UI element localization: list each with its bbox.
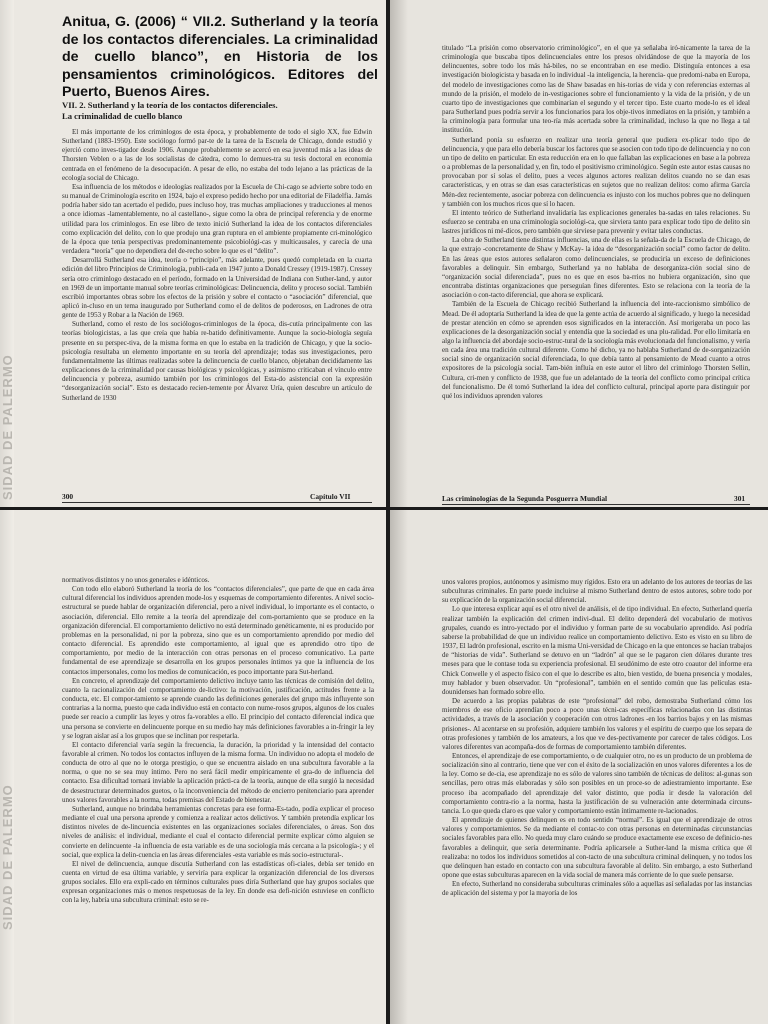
footer-rule — [442, 504, 750, 505]
paragraph: El intento teórico de Sutherland invalidaría las explicaciones generales ba-sadas en tales relaciones. Su esfuerzo se centraba en una criminología sociológi-ca, que sirviera tanto para explicar todo tipo de delito sin lastres jurídicos ni mé-dicos, pero también que sirviese para prevenir y evitar tales conductas. — [442, 208, 750, 236]
paragraph: Esa influencia de los métodos e ideologías realizados por la Escuela de Chi-cago se advierte sobre todo en su manual de Criminología escrito en 1924, bajo el expreso pedido hecho por una editorial de Filadelfia. Jamás podría haber sido tan acertado el pedido, pues incluso hoy, tras muchas ampliaciones y traducciones al menos a once idiomas -lamentablemente, no al castellano-, sigue como la obra de principal referencia y de enorme utilidad para los criminlogos. En ese libro de texto inició Sutherland la idea de los contactos diferenciales como explicación del delito, con lo que produjo una gran ruptura en el ambiente propiamente cri-minológico de la época que tenía perspectivas predominantemente psicobiológi-cas y multicausales, y carecía de una verdadera “teoría” que no dependiera del de-recho sobre lo que es el “delito”. — [62, 182, 372, 256]
running-head: Capítulo VII — [310, 492, 351, 501]
paragraph: Lo que interesa explicar aquí es el otro nivel de análisis, el de tipo individual. En efecto, Sutherland quería realizar también la explicación del crimen indivi-dual. El delito dependerá del vocabulario de motivos grupales, cuando es intro-yectado por el individuo y forman parte de su vocabulario aprendido. Así podría saberse la probabilidad de que un individuo realice un comportamiento delictivo. Esto es visto en su libro de 1937, El ladrón profesional, escrito en la misma Uni-versidad de Chicago en la que entonces se hacían trabajos de “historias de vida”. Sutherland se detuvo en un “ladrón” al que se le pagaron cien dólares durante tres meses para que le contase toda su experiencia profesional. El seudónimo de este otro coautor del informe era Chick Conwelle y el aspecto físico con el que lo describe es alto, bien vestido, de buena presencia y modales, muy hablador y buen observador. Un “profesional”, también en el sentido común que las películas esta-dounidenses han formado sobre ello. — [442, 605, 752, 696]
paragraph: unos valores propios, autónomos y asimismo muy rígidos. Esto era un adelanto de los autores de teorías de las subculturas criminales. En parte puede incluirse al mismo Sutherland dentro de estos autores, sobre todo por su explicación de la organización social diferencial. — [442, 578, 752, 605]
paragraph: De acuerdo a las propias palabras de este “profesional” del robo, demostraba Sutherland cómo los miembros de ese oficio aprendían poco a poco unas técni-cas específicas relacionadas con las distintas actividades, a través de la asociación y cooperación con otros ladrones -en los barrios bajos y en las mismas prisiones-. Al acentarse en su profesión, adquiere también los valores y el espíritu de cuerpo que los separa de otras profesiones y también de los amateurs, a los que ve des-pectivamente por carecer de tales códigos. Los valores diferentes van acompaña-dos de formas de comportamiento también diferentes. — [442, 697, 752, 751]
library-spine-stamp: SIDAD DE PALERMO — [0, 354, 15, 500]
page-302 — [0, 510, 386, 1024]
paragraph: El más importante de los criminlogos de esta época, y probablemente de todo el siglo XX, fue Edwin Sutherland (1883-1950). Este sociólogo formó par-te de la tarea de la Escuela de Chicago, donde estudió y ejerció como inves-tigador desde 1906. Aunque probablemente se acercó en esa juventud más a las ideas de Thorsten Veblen o a las de los socialistas de cátedra, como lo demues-tra su tesis doctoral en economia centrada en el fenómeno de la desocupación. A pesar de ello, no estaba del todo lejano a las prácticas de la ecología social de Chicago. — [62, 128, 372, 182]
page-gutter — [390, 510, 408, 1024]
body-text — [442, 44, 750, 401]
chapter-heading — [62, 100, 362, 122]
body-text — [442, 578, 752, 898]
paragraph: La obra de Sutherland tiene distintas influencias, una de ellas es la señala-da de la Escuela de Chicago, de la que extrajo -concretamente de Shaw y McKay- la idea de “desorganización social” como factor de delito. En las áreas que estos autores señalaron como delincuenciales, se produciría un exceso de definiciones favorables a delinquir. Sin embargo, Sutherland ya no hablaba de desorganiza-ción social sino de “organización social diferenciada”, pues no es que en esos ba-rrios no hubiera organización, sino que encontraba distintas organizaciones que perseguían fines diferentes. Esto se relaciona con la teoría de la asociación o con-tacto diferencial, que ahora se explicará. — [442, 236, 750, 300]
paragraph: Sutherland, como el resto de los sociólogos-criminlogos de la época, dis-cutía principalmente con las teorías biologicistas, a las que creía que había re-batido definitivamente. Aunque la socio-biología seguía presente en su perspec-tiva, de la misma forma en que lo estaba en la tradición de Chicago, y que la socio-psicología resultaba un elemento importante en su teoría del aprendizaje; todas sus investigaciones, pero fundamentalmente las últimas realizadas sobre la delincuencia de cuello blanco, objetaban decididamente las explicaciones de la criminalidad por causas biológicas y psicológicas, y asimismo criticaban el vínculo entre delincuencia y pobreza, asumido también por los criminlogos del Esta-do asistencial con la expresión “desorganización social”. Esto es destacado recien-temente por Álvarez Uría, quien descubre un artículo de Sutherland de 1930 — [62, 320, 372, 402]
citation-header: Anitua, G. (2006) “ VII.2. Sutherland y la teoría de los contactos diferenciales. La criminalidad de cuello blanco”, en Historia de los pensamientos criminológicos. Editores del Puerto, Buenos Aires. — [62, 14, 378, 100]
paragraph: El contacto diferencial varía según la frecuencia, la duración, la prioridad y la intensidad del contacto favorable al crimen. No todos los contactos influyen de la misma forma. Un individuo no adopta el modelo de conducta de otro al que no le otorga prestigio, o que se encuentra aislado en una subcultura favorable a la norma, o que no se sea muy íntimo. Pero no será fácil medir empíricamente el gra-do de influencia del contacto. Esa dificultad tornará inviable la aplicación prácti-ca de la teoría, aunque de ella surgió la necesidad de desestructurar determinados guetos, o la inconveniencia del método de encierro penitenciario para aprender unos valores favorables a la norma, todas premisas del Estado de bienestar. — [62, 740, 374, 804]
footer-rule — [62, 502, 372, 503]
paragraph: En concreto, el aprendizaje del comportamiento delictivo incluye tanto las técnicas de comisión del delito, cuanto la racionalización del comportamiento de-lictivo: la motivación, justificación, actitudes frente a la conducta, etc. El compor-tamiento se aprende cuando las definiciones generales del grupo más influyente son contrarias a la norma, puesto que cada individuo está en contacto con nume-rosos grupos, algunos de los cuales puede ser reacio a cumplir las leyes y otros fa-vorables a ello. El principio del contacto diferencial indica que una persona se convierte en delincuente porque en su medio hay más definiciones favorables a in-fringir la ley y se logran aislar así a los grupos que se inclinan por respetarla. — [62, 676, 374, 740]
running-head: Las criminologías de la Segunda Posguerra Mundial — [442, 494, 608, 503]
page-300 — [0, 0, 386, 507]
paragraph: El nivel de delincuencia, aunque discutía Sutherland con las estadísticas ofi-ciales, debía ser tenido en cuenta en virtud de esa última variable, y serviría para explicar la organización diferencial de los diversos grupos sociales. Ello era expli-cado en términos culturales pues diría Sutherland que hay grupos sociales que expresan organizaciones más o menos respetuosas de la ley. En donde esa defi-nición estuviese en conflicto con la ley, habría una subcultura criminal: esto se re- — [62, 859, 374, 905]
page-number: 300 — [62, 492, 74, 501]
body-text — [62, 576, 374, 906]
paragraph: Sutherland ponía su esfuerzo en realizar una teoría general que pudiera ex-plicar todo tipo de delincuencia, y que para ello debería buscar los factores que se asocien con todo tipo de delincuencia y no con un tipo de delito en particular. En esta reducción era en lo que fallaban las explicaciones en base a la pobreza o a problemas de la personalidad y, en fin, todo el positivismo criminológico. Según este autor estas causas no provocaban por sí solas el delito, pues a veces algunos actores realizan delitos cuando no se dan esas características, y en otras se dan esas características en sujetos que no realizan delitos: como afirma García Mén-dez recientemente, asociar pobreza con delincuencia es injusto con los muchos pobres que no delinquen y también con los muchos ricos que sí lo hacen. — [442, 135, 750, 208]
paragraph: normativos distintos y no unos generales e idénticos. — [62, 576, 210, 584]
page-gutter — [390, 0, 408, 507]
paragraph: El aprendizaje de quienes delinquen es en todo sentido “normal”. Es igual que el aprendizaje de otros valores y comportamientos. Se da mediante el contac-to con otras personas en determinadas circunstancias sociales favorables para ello. No queda muy claro cuándo se produce exactamente ese exceso de definicio-nes favorables a delinquir, que sería determinante. Podría aplicarsele a Suther-land la misma crítica que él realizaba: no todos los individuos sometidos al con-tacto de una subcultura criminal delinquen, y no todos los que delinquen han estado en contacto con una subcultura favorable al delito. Sin embargo, a esto Sutherland opone que estas subculturas aparecen en la vida social de manera más corriente de lo que suele pensarse. — [442, 816, 752, 879]
paragraph: titulado “La prisión como observatorio criminológico”, en el que ya señalaba iró-nicamente la tarea de la criminología que buscaba tipos delincuenciales entre los presos olvidándose de que la mayoría de los delincuentes, sobre todo los más há-biles, no se encontraban en ese medio. Distinguía entonces a esa investigación biologicista y basada en lo individual -la inteligencia, la herencia- que predomi-naba en Europa, del modelo de investigaciones como las de Shaw basadas en his-torias de vida y con referencias externas al mundo de la prisión, el modelo de in-vestigaciones sobre el funcionamiento y la vida de la prisión, y de un cuarto tipo de investigaciones que combinarían el segundo y el tercer tipo. Este cuarto mode-lo es el ideal para Sutherland pues podría servir a los funcionarios para los obje-tivos inmediatos en la prisión, y también a la criminología para formular una teo-ría más acertada sobre la criminalidad, incluso la que no llega a tal institución. — [442, 44, 750, 135]
chapter-title: VII. 2. Sutherland y la teoría de los contactos diferenciales. — [62, 100, 278, 110]
paragraph: En efecto, Sutherland no consideraba subculturas criminales sólo a aquellas así señaladas por las instancias de aplicación del sistema y por la mayoría de los — [442, 880, 752, 898]
page-303 — [390, 510, 768, 1024]
paragraph: Sutherland, aunque no brindaba herramientas concretas para ese forma-Es-tado, podía explicar el proceso mediante el cual una persona aprende y comienza a realizar actos delictivos. Y también pretendía explicar los distintos niveles de de-lincuencia existentes en las organizaciones sociales diferenciales, o áreas. Son dos niveles de análisis: el individual, mediante el cual el contacto diferencial permite explicar cómo alguien se convierte en delincuente -la influencia de esta variable es de una sociología más cercana a la psicología-; y el social, que explica la delin-cuencia en las áreas diferenciales -esta variable es más socio-estructural-. — [62, 804, 374, 859]
paragraph: Entonces, el aprendizaje de ese comportamiento, o de cualquier otro, no es un producto de un problema de socialización sino al contrario, tiene que ver con el éxito de la socialización en unos valores diferentes a los de la ley. Como se de-cia, ese aprendizaje no es sólo de valores sino también de técnicas de delitos: al-gunas son sencillas, pero otras más elaboradas y sólo son posibles en un proce-so de adiestramiento importante. Ese proceso iba acompañado del aprendizaje del valor distinto, que podía ir desde la valoración del comportamiento contra-rio a la norma, hasta la justificación de su vulneración ante determinada circuns-tancia. Lo que queda claro es que valor y comportamiento están íntimamente re-lacionados. — [442, 751, 752, 815]
page-301 — [390, 0, 768, 507]
chapter-subtitle: La criminalidad de cuello blanco — [62, 111, 183, 121]
page-number: 301 — [734, 494, 746, 503]
body-text — [62, 128, 372, 403]
library-spine-stamp: SIDAD DE PALERMO — [0, 784, 15, 930]
paragraph: Desarrollá Sutherland esa idea, teoría o “principio”, más adelante, pues quedó completada en la cuarta edición del libro Principios de Criminología, publi-cada en 1947 junto a Donald Cressey (1919-1987). Cressey sería otro criminlogo destacado en el período, formado en la Universidad de Indiana con Suther-land, y autor en 1969 de un importante manual sobre teorías criminológicas: Delincuencia, delito y proceso social. También escribió importantes obras sobre los efectos de la prisión y sobre el contacto o “asociación” diferencial, que aplicó in-cluso en un tema inaugurado por Sutherland como el de delitos de poderosos, en Ladrones de otra gente de 1953 y Robar a la Nación de 1969. — [62, 256, 372, 320]
paragraph: Con todo ello elaboró Sutherland la teoría de los “contactos diferenciales”, que parte de que en cada área cultural diferencial los individuos aprenden mode-los y esquemas de comportamiento diferentes. A nivel socio-estructural se puede hablar de organización diferencial, pero a nivel individual, lo importante es el contacto, o asociación, diferencial. Ello remite a la teoría del aprendizaje del com-portamiento que se produce en la organización diferencial. El comportamiento delictivo no está determinado genéticamente, ni es producido por problemas en la personalidad, ni por la pobreza, sino que es un comportamiento aprendido por medio del contacto diferencial. Es aprendido este comportamiento, al igual que es aprendido otro tipo de comportamiento, por medio de la interacción con otras personas en el proceso comunicativo. La parte fundamental de ese aprendizaje se desarrolla en los grupos personales íntimos ya que la influencia de los contactos impersonales, como los medios de comunicación, es poco importante para Sut-herland. — [62, 585, 374, 676]
paragraph: También de la Escuela de Chicago recibió Sutherland la influencia del inte-raccionismo simbólico de Mead. De él adoptaría Sutherland la idea de que la gente actúa de acuerdo al significado, y luego la necesidad de prestar atención en cómo se aprenden esos significados en la interacción. Así morigeraba un poco las explicaciones de la desorganización social y entendía que la sociedad es una plu-ralidad. Por ello limitaría en algo la influencia del abordaje socio-estruc-tural de la sociología más evolucionada del funcionalismo, y vería en cada área una tradición cultural diferente. Como hé dicho, ya no hablaba Sutherland de de-sorganización social sino de organización social diferenciada, lo que debía tanto al pensamiento de Mead cuanto a otros expositores de la psicología social. Tam-bién influía en este autor el libro del criminlogo Thorsten Sellin, Cultura, cri-men y conflicto de 1938, que fue un adelantado de la teoría del conflicto como principal crítica del funcionalismo. De él tomó Sutherland la idea del conflicto cultural, principal aporte para distinguir por qué los individuos aprenden valores — [442, 300, 750, 400]
